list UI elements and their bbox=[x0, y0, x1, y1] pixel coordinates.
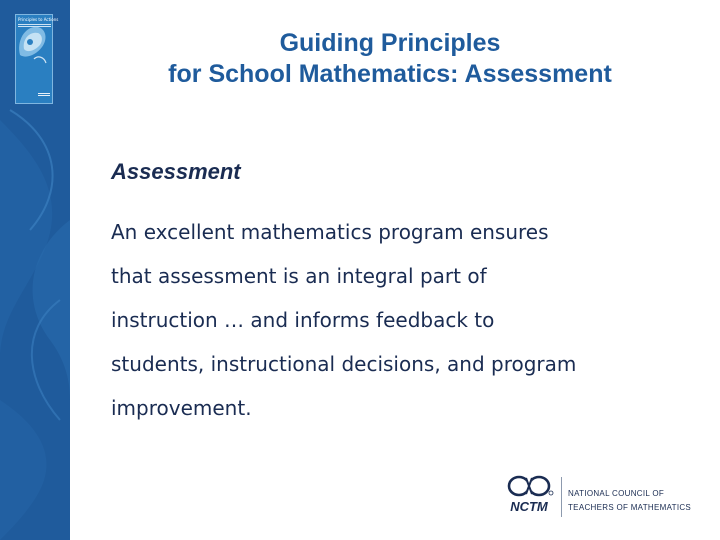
publisher-name-line-2: TEACHERS OF MATHEMATICS bbox=[568, 503, 692, 512]
body-line: An excellent mathematics program ensures bbox=[111, 220, 549, 244]
body-line: instruction … and informs feedback to bbox=[111, 308, 495, 332]
publisher-name bbox=[568, 487, 691, 515]
slide-title bbox=[80, 28, 700, 90]
body-paragraph bbox=[111, 210, 701, 430]
body-line: improvement. bbox=[111, 396, 252, 420]
cover-thumbnail bbox=[15, 14, 59, 104]
body-line: students, instructional decisions, and program bbox=[111, 352, 577, 376]
slide-title-line-1: Guiding Principles bbox=[279, 29, 501, 57]
publisher-name-line-1: NATIONAL COUNCIL OF bbox=[568, 489, 665, 498]
body-line: that assessment is an integral part of bbox=[111, 264, 487, 288]
logo-divider bbox=[561, 477, 562, 517]
cover-title: Principles to Actions bbox=[18, 17, 59, 22]
slide-title-line-2: for School Mathematics: Assessment bbox=[168, 60, 612, 88]
section-heading: Assessment bbox=[111, 159, 241, 184]
cover-publisher-mark bbox=[38, 93, 50, 100]
cover-art-illustration bbox=[16, 15, 48, 67]
nctm-logo bbox=[505, 473, 705, 519]
sidebar-band bbox=[0, 0, 70, 540]
nctm-abbreviation: NCTM bbox=[510, 499, 548, 514]
